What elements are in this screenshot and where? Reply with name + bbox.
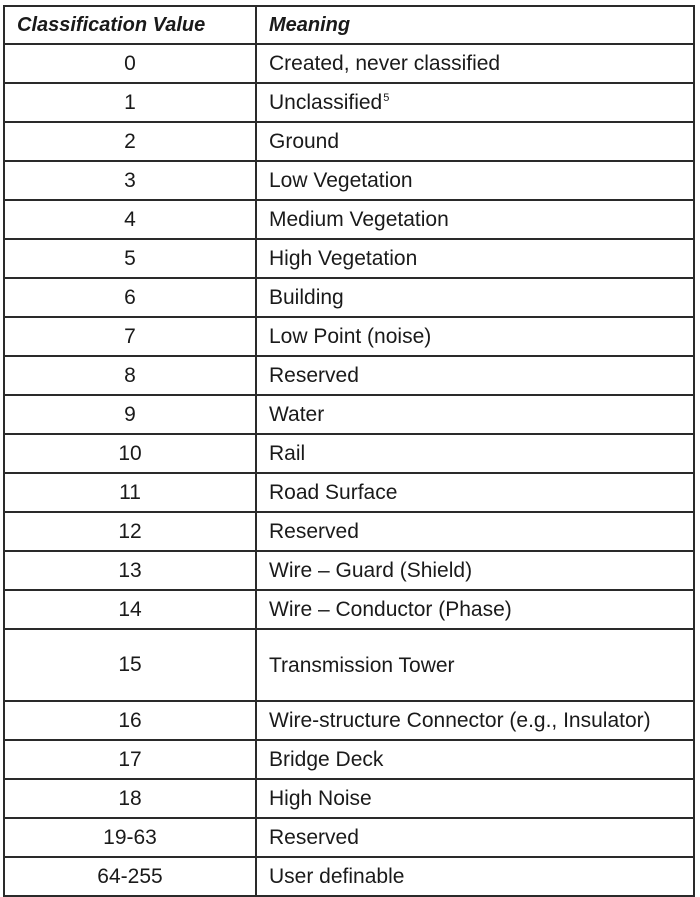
meaning-cell <box>256 122 694 161</box>
meaning-text: Building <box>269 285 344 309</box>
meaning-cell <box>256 590 694 629</box>
meaning-text: Reserved <box>269 825 359 849</box>
classification-value-cell: 10 <box>4 434 256 473</box>
meaning-cell <box>256 818 694 857</box>
meaning-text: Ground <box>269 129 340 153</box>
meaning-cell <box>256 629 694 701</box>
meaning-text: Water <box>269 402 325 426</box>
table-row <box>4 779 694 818</box>
table-row <box>4 239 694 278</box>
classification-value-cell: 1 <box>4 83 256 122</box>
meaning-text: Reserved <box>269 363 359 387</box>
classification-value-cell: 6 <box>4 278 256 317</box>
meaning-cell <box>256 512 694 551</box>
meaning-text: Wire-structure Connector (e.g., Insulator) <box>269 708 651 732</box>
meaning-cell <box>256 395 694 434</box>
meaning-cell <box>256 473 694 512</box>
table-row <box>4 629 694 701</box>
classification-value-cell: 18 <box>4 779 256 818</box>
table-header-row <box>4 6 694 44</box>
table-row <box>4 83 694 122</box>
meaning-text: Low Vegetation <box>269 168 413 192</box>
table-row <box>4 278 694 317</box>
meaning-cell <box>256 44 694 83</box>
classification-value-cell: 19-63 <box>4 818 256 857</box>
table-row <box>4 317 694 356</box>
classification-value-cell: 11 <box>4 473 256 512</box>
meaning-cell <box>256 356 694 395</box>
table-row <box>4 551 694 590</box>
meaning-text: High Vegetation <box>269 246 418 270</box>
meaning-cell <box>256 551 694 590</box>
meaning-text: Rail <box>269 441 306 465</box>
classification-value-cell: 14 <box>4 590 256 629</box>
table-row <box>4 395 694 434</box>
header-classification-value: Classification Value <box>4 6 256 44</box>
meaning-cell <box>256 434 694 473</box>
classification-value-cell: 2 <box>4 122 256 161</box>
meaning-text: Wire – Guard (Shield) <box>269 558 473 582</box>
meaning-text: Unclassified <box>269 90 383 114</box>
classification-value-cell: 64-255 <box>4 857 256 896</box>
meaning-text: User definable <box>269 864 405 888</box>
table-row <box>4 44 694 83</box>
meaning-cell <box>256 239 694 278</box>
table-row <box>4 590 694 629</box>
table-row <box>4 161 694 200</box>
table-row <box>4 200 694 239</box>
header-meaning: Meaning <box>256 6 694 44</box>
classification-value-cell: 16 <box>4 701 256 740</box>
meaning-text: Created, never classified <box>269 51 501 75</box>
classification-value-cell: 12 <box>4 512 256 551</box>
table-row <box>4 740 694 779</box>
classification-value-cell: 9 <box>4 395 256 434</box>
table-row <box>4 434 694 473</box>
meaning-cell <box>256 278 694 317</box>
meaning-cell <box>256 83 694 122</box>
classification-value-cell: 3 <box>4 161 256 200</box>
table-row <box>4 512 694 551</box>
meaning-cell <box>256 161 694 200</box>
meaning-cell <box>256 779 694 818</box>
meaning-cell <box>256 701 694 740</box>
table-row <box>4 857 694 896</box>
table-row <box>4 701 694 740</box>
meaning-text: High Noise <box>269 786 372 810</box>
meaning-text: Wire – Conductor (Phase) <box>269 597 512 621</box>
classification-value-cell: 7 <box>4 317 256 356</box>
meaning-text: Transmission Tower <box>269 653 455 677</box>
table-row <box>4 122 694 161</box>
meaning-cell <box>256 200 694 239</box>
meaning-text: Reserved <box>269 519 359 543</box>
classification-value-cell: 13 <box>4 551 256 590</box>
meaning-cell <box>256 740 694 779</box>
classification-value-cell: 5 <box>4 239 256 278</box>
meaning-cell <box>256 857 694 896</box>
table-row <box>4 473 694 512</box>
classification-value-cell: 8 <box>4 356 256 395</box>
classification-value-cell: 15 <box>4 629 256 701</box>
meaning-text: Low Point (noise) <box>269 324 432 348</box>
classification-value-cell: 4 <box>4 200 256 239</box>
classification-table <box>3 5 695 897</box>
footnote-marker: 5 <box>383 91 390 104</box>
table-row <box>4 818 694 857</box>
classification-value-cell: 17 <box>4 740 256 779</box>
meaning-text: Medium Vegetation <box>269 207 449 231</box>
meaning-cell <box>256 317 694 356</box>
meaning-text: Road Surface <box>269 480 398 504</box>
classification-value-cell: 0 <box>4 44 256 83</box>
meaning-text: Bridge Deck <box>269 747 384 771</box>
table-row <box>4 356 694 395</box>
